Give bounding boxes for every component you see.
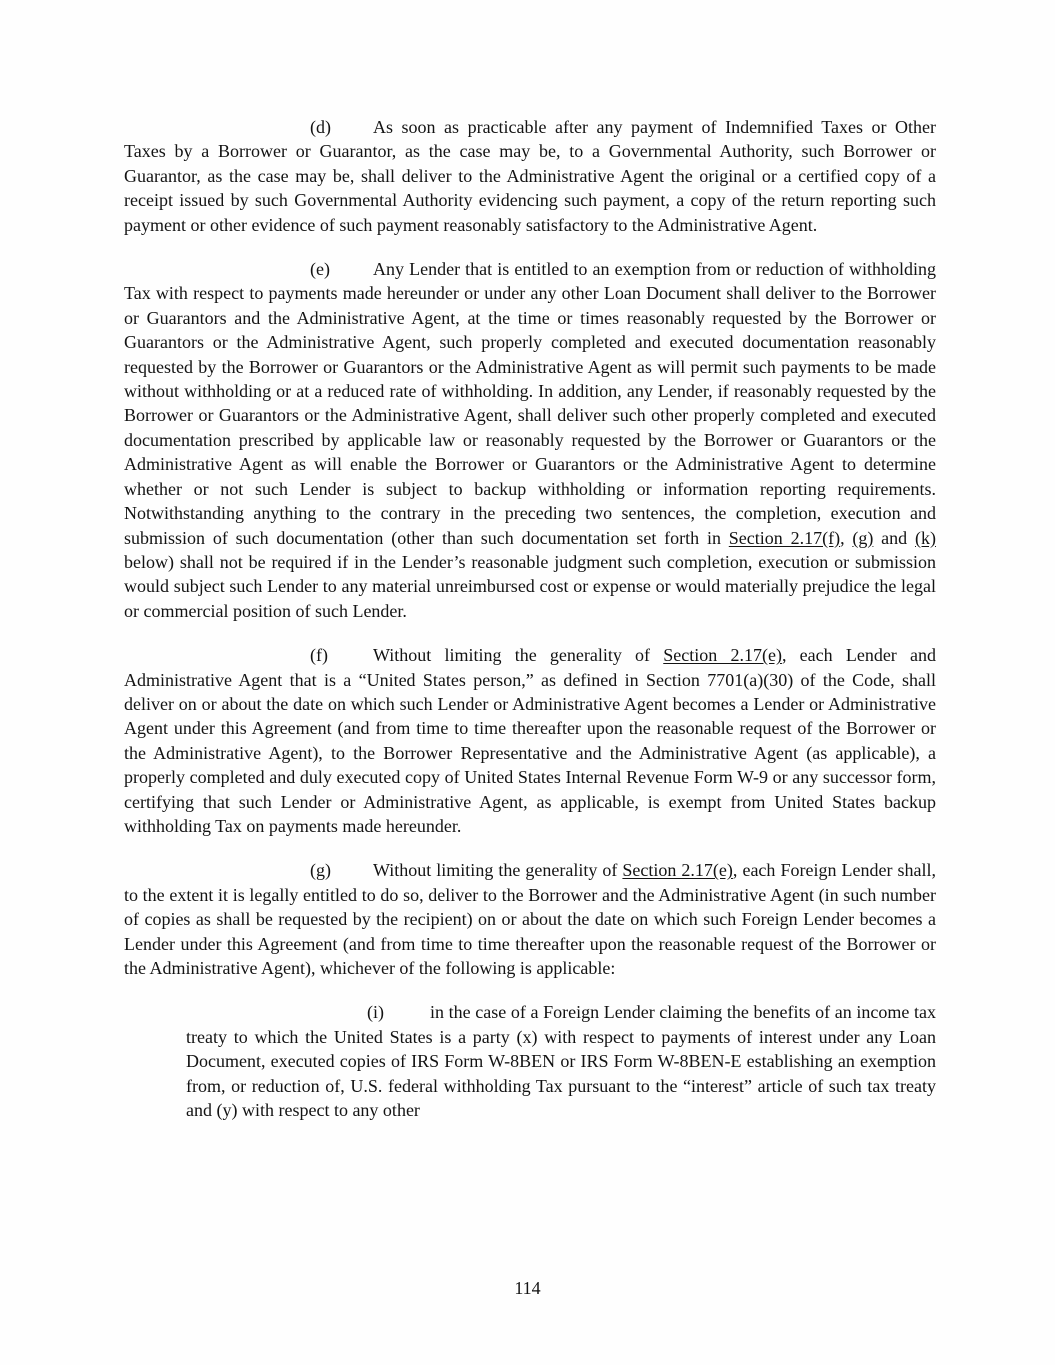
paragraph-d-label: (d) — [310, 117, 331, 137]
paragraph-d-text: As soon as practicable after any payment of Indemnified Taxes or Other Taxes by a Borrower or Guarantor, as the case may be, to a Governmental Authority, such Borrower or Guarantor, as the case may be, shall deliver to the Administrative Agent the original or a certified copy of a receipt issued by such Governmental Authority evidencing such payment, a copy of the return reporting such payment or other evidence of such payment reasonably satisfactory to the Administrative Agent. — [124, 117, 936, 235]
paragraph-e-text: Any Lender that is entitled to an exemption from or reduction of withholding Tax with respect to payments made hereunder or under any other Loan Document shall deliver to the Borrower or Guarantors and the Administrative Agent, at the time or times reasonably requested by the Borrower or Guarantors or the Administrative Agent, such properly completed and executed documentation reasonably requested by the Borrower or Guarantors or the Administrative Agent as will permit such payments to be made without withholding or at a reduced rate of withholding. In addition, any Lender, if reasonably requested by the Borrower or Guarantors or the Administrative Agent, shall deliver such other properly completed and executed documentation prescribed by applicable law or reasonably requested by the Borrower or Guarantors or the Administrative Agent as will enable the Borrower or Guarantors or the Administrative Agent to determine whether or not such Lender is subject to backup withholding or information reporting requirements. Notwithstanding anything to the contrary in the preceding two sentences, the completion, execution and submission of such documentation (other than such documentation set forth in Section 2.17(f), (g) and (k) below) shall not be required if in the Lender’s reasonable judgment such completion, execution or submission would subject such Lender to any material unreimbursed cost or expense or would materially prejudice the legal or commercial position of such Lender. — [124, 259, 936, 621]
paragraph-i-label: (i) — [367, 1002, 384, 1023]
paragraph-f-label: (f) — [310, 645, 328, 666]
paragraph-g-text: Without limiting the generality of Section 2.17(e), each Foreign Lender shall, to the extent it is legally entitled to do so, deliver to the Borrower and the Administrative Agent (in such number of copies as shall be requested by the recipient) on or about the date on which such Foreign Lender becomes a Lender under this Agreement (and from time to time thereafter upon the reasonable request of the Borrower or the Administrative Agent), whichever of the following is applicable: — [124, 860, 936, 978]
paragraph-f — [124, 643, 936, 838]
document-body — [124, 115, 936, 1122]
paragraph-g-label: (g) — [310, 860, 331, 881]
page-number: 114 — [514, 1278, 541, 1298]
paragraph-g — [124, 858, 936, 980]
paragraph-d — [124, 115, 936, 237]
paragraph-e — [124, 257, 936, 623]
paragraph-i — [186, 1000, 936, 1122]
paragraph-f-text: Without limiting the generality of Section 2.17(e), each Lender and Administrative Agent that is a “United States person,” as defined in Section 7701(a)(30) of the Code, shall deliver on or about the date on which such Lender or Administrative Agent becomes a Lender or Administrative Agent under this Agreement (and from time to time thereafter upon the reasonable request of the Borrower or the Administrative Agent), to the Borrower Representative and the Administrative Agent (as applicable), a properly completed and duly executed copy of United States Internal Revenue Form W-9 or any successor form, certifying that such Lender or Administrative Agent, as applicable, is exempt from United States backup withholding Tax on payments made hereunder. — [124, 645, 936, 836]
paragraph-e-label: (e) — [310, 259, 330, 280]
paragraph-i-text: in the case of a Foreign Lender claiming the benefits of an income tax treaty to which the United States is a party (x) with respect to payments of interest under any Loan Document, executed copies of IRS Form W-8BEN or IRS Form W-8BEN-E establishing an exemption from, or reduction of, U.S. federal withholding Tax pursuant to the “interest” article of such tax treaty and (y) with respect to any other — [186, 1002, 936, 1121]
